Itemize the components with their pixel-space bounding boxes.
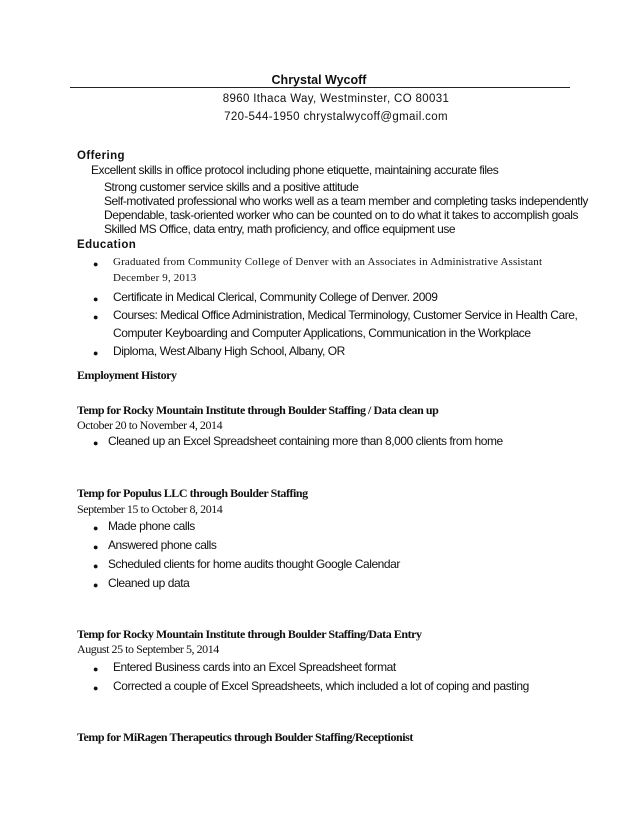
job-title: Temp for Populus LLC through Boulder Staffing bbox=[77, 486, 308, 500]
job-title: Temp for Rocky Mountain Institute through Boulder Staffing / Data clean up bbox=[77, 403, 439, 417]
bullet-icon: ● bbox=[93, 294, 99, 304]
education-item: Graduated from Community College of Denver with an Associates in Administrative Assistant bbox=[113, 256, 543, 268]
job-duty: Answered phone calls bbox=[108, 538, 217, 552]
education-item: Courses: Medical Office Administration, Medical Terminology, Customer Service in Health Care, bbox=[113, 308, 578, 322]
employment-heading: Employment History bbox=[77, 368, 177, 382]
job-dates: August 25 to September 5, 2014 bbox=[77, 642, 219, 656]
bullet-icon: ● bbox=[93, 683, 99, 693]
offering-line: Excellent skills in office protocol including phone etiquette, maintaining accurate files bbox=[91, 163, 499, 177]
bullet-icon: ● bbox=[93, 259, 99, 269]
education-heading: Education bbox=[77, 239, 137, 251]
job-duty: Cleaned up an Excel Spreadsheet containing more than 8,000 clients from home bbox=[108, 434, 503, 448]
education-item: Diploma, West Albany High School, Albany, OR bbox=[113, 344, 345, 358]
offering-heading: Offering bbox=[77, 150, 125, 162]
education-item: Certificate in Medical Clerical, Community College of Denver. 2009 bbox=[113, 290, 438, 304]
offering-line: Self-motivated professional who works well as a team member and completing tasks independently bbox=[104, 194, 588, 208]
bullet-icon: ● bbox=[93, 523, 99, 533]
bullet-icon: ● bbox=[93, 664, 99, 674]
job-title: Temp for MiRagen Therapeutics through Boulder Staffing/Receptionist bbox=[77, 730, 413, 744]
job-duty: Corrected a couple of Excel Spreadsheets, which included a lot of coping and pasting bbox=[113, 679, 529, 693]
header-divider bbox=[70, 87, 570, 88]
job-duty: Made phone calls bbox=[108, 519, 195, 533]
bullet-icon: ● bbox=[93, 348, 99, 358]
job-dates: September 15 to October 8, 2014 bbox=[77, 502, 223, 516]
job-duty: Entered Business cards into an Excel Spreadsheet format bbox=[113, 660, 396, 674]
bullet-icon: ● bbox=[93, 438, 99, 448]
education-item-cont: December 9, 2013 bbox=[113, 272, 197, 284]
offering-line: Dependable, task-oriented worker who can be counted on to do what it takes to accomplish goals bbox=[104, 208, 579, 222]
applicant-name: Chrystal Wycoff bbox=[271, 73, 367, 87]
bullet-icon: ● bbox=[93, 312, 99, 322]
bullet-icon: ● bbox=[93, 542, 99, 552]
job-dates: October 20 to November 4, 2014 bbox=[77, 418, 223, 432]
applicant-contact: 720-544-1950 chrystalwycoff@gmail.com bbox=[224, 111, 448, 123]
bullet-icon: ● bbox=[93, 561, 99, 571]
job-title: Temp for Rocky Mountain Institute through Boulder Staffing/Data Entry bbox=[77, 627, 422, 641]
offering-line: Skilled MS Office, data entry, math proficiency, and office equipment use bbox=[104, 222, 456, 236]
job-duty: Cleaned up data bbox=[108, 576, 190, 590]
education-item-cont: Computer Keyboarding and Computer Applications, Communication in the Workplace bbox=[113, 326, 531, 340]
job-duty: Scheduled clients for home audits thought Google Calendar bbox=[108, 557, 400, 571]
bullet-icon: ● bbox=[93, 580, 99, 590]
applicant-address: 8960 Ithaca Way, Westminster, CO 80031 bbox=[222, 93, 450, 105]
offering-line: Strong customer service skills and a positive attitude bbox=[104, 180, 359, 194]
